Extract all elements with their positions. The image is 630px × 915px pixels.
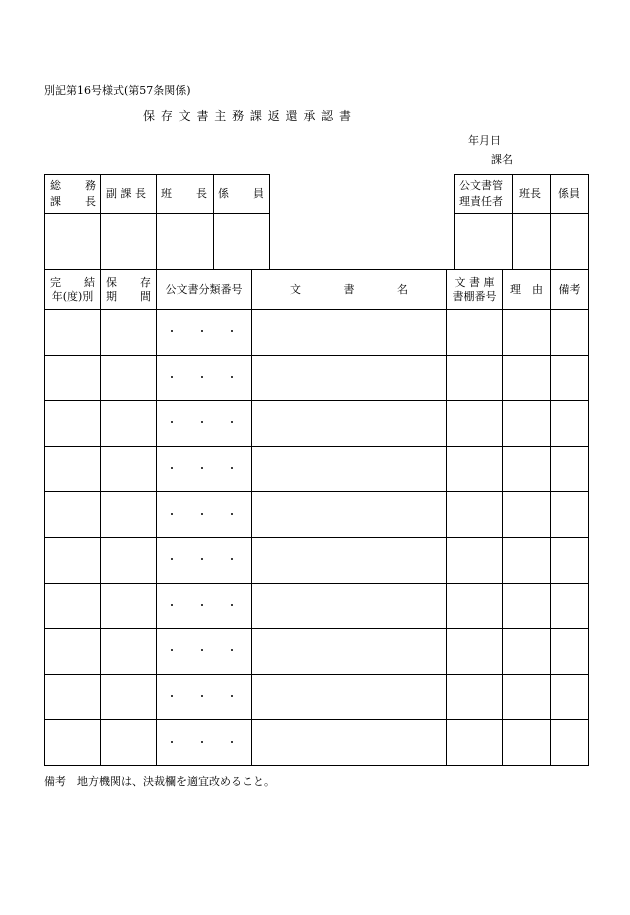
divider [100,174,101,270]
classification-number-cell[interactable]: ・ ・ ・ [157,674,252,720]
divider [454,213,589,214]
table-row [45,355,589,401]
divider [550,174,551,270]
classification-number-cell[interactable]: ・ ・ ・ [157,492,252,538]
approval-team-leader-right-label: 班長 [519,187,541,200]
label: 存 [140,275,151,289]
table-cell[interactable] [447,674,503,720]
table-row [45,720,589,766]
table-cell[interactable] [101,492,157,538]
table-cell[interactable] [503,310,551,356]
table-cell[interactable] [503,446,551,492]
label: 完 [50,275,61,289]
header-reason: 理 由 [503,270,551,310]
table-row [45,310,589,356]
table-cell[interactable] [45,720,101,766]
table-cell[interactable] [447,720,503,766]
header-retention-period [101,270,157,310]
divider [213,174,214,270]
table-cell[interactable] [503,720,551,766]
table-row [45,583,589,629]
table-cell[interactable] [447,401,503,447]
classification-number-cell[interactable]: ・ ・ ・ [157,720,252,766]
table-cell[interactable] [551,537,589,583]
classification-number-cell[interactable]: ・ ・ ・ [157,401,252,447]
label: 年(度)別 [51,289,94,303]
divider [156,174,157,270]
label: 長 [196,187,207,200]
header-remarks: 備考 [551,270,589,310]
table-cell[interactable] [503,629,551,675]
label: 長 [85,195,96,208]
table-cell[interactable] [252,310,447,356]
table-cell[interactable] [551,401,589,447]
table-cell[interactable] [252,537,447,583]
table-cell[interactable] [252,583,447,629]
table-cell[interactable] [447,446,503,492]
table-cell[interactable] [101,446,157,492]
table-cell[interactable] [447,537,503,583]
table-cell[interactable] [551,446,589,492]
table-cell[interactable] [447,355,503,401]
classification-number-cell[interactable]: ・ ・ ・ [157,537,252,583]
label: 員 [253,187,264,200]
label: 保 [106,275,117,289]
date-label: 年月日 [468,134,501,147]
approval-deputy-chief-label: 副 課 長 [106,187,146,200]
table-header-row [45,270,589,310]
document-list-table [44,269,589,766]
label: 課 [50,195,61,208]
table-body [45,310,589,766]
table-cell[interactable] [45,355,101,401]
label: 期 [106,289,117,303]
approval-staff-right-label: 係員 [558,187,580,200]
table-row [45,446,589,492]
divider [44,213,270,214]
header-document-name [252,270,447,310]
table-cell[interactable] [101,674,157,720]
table-cell[interactable] [45,583,101,629]
document-title: 保 存 文 書 主 務 課 返 還 承 認 書 [143,109,352,123]
classification-number-cell[interactable]: ・ ・ ・ [157,310,252,356]
approval-block-left [44,174,270,270]
table-cell[interactable] [503,674,551,720]
approval-general-affairs-line2 [50,195,96,209]
table-cell[interactable] [101,629,157,675]
table-cell[interactable] [45,537,101,583]
table-cell[interactable] [551,355,589,401]
table-cell[interactable] [551,674,589,720]
label: 名 [397,282,408,296]
table-cell[interactable] [551,583,589,629]
table-cell[interactable] [503,355,551,401]
table-cell[interactable] [45,401,101,447]
table-cell[interactable] [252,355,447,401]
label: 書棚番号 [452,289,497,303]
table-cell[interactable] [503,492,551,538]
table-cell[interactable] [101,310,157,356]
department-label: 課名 [491,153,513,166]
approval-team-leader-label [161,187,207,201]
table-cell[interactable] [447,310,503,356]
label: 書 [343,282,355,296]
table-row [45,492,589,538]
approval-general-affairs-line1 [50,179,96,193]
table-cell[interactable] [45,674,101,720]
table-cell[interactable] [503,583,551,629]
label: 係 [218,187,229,200]
header-shelf-number [447,270,503,310]
label: 総 [50,179,61,192]
label: 務 [85,179,96,192]
table-cell[interactable] [503,401,551,447]
header-completion-year [45,270,101,310]
table-cell[interactable] [101,401,157,447]
table-cell[interactable] [447,492,503,538]
label: 班 [161,187,172,200]
label: 文 [290,282,301,296]
label: 結 [84,275,95,289]
table-cell[interactable] [45,310,101,356]
footer-note: 備考 地方機関は、決裁欄を適宜改めること。 [44,775,275,788]
header-classification-number: 公文書分類番号 [157,270,252,310]
table-cell[interactable] [252,720,447,766]
table-row [45,537,589,583]
table-row [45,401,589,447]
table-row [45,674,589,720]
table-cell[interactable] [101,583,157,629]
table-cell[interactable] [447,629,503,675]
label: 文 書 庫 [454,275,495,289]
table-cell[interactable] [503,537,551,583]
table-cell[interactable] [551,720,589,766]
table-cell[interactable] [252,629,447,675]
classification-number-cell[interactable]: ・ ・ ・ [157,355,252,401]
divider [512,174,513,270]
table-cell[interactable] [551,492,589,538]
table-cell[interactable] [45,446,101,492]
table-cell[interactable] [101,720,157,766]
table-row [45,629,589,675]
table-cell[interactable] [252,401,447,447]
classification-number-cell[interactable]: ・ ・ ・ [157,446,252,492]
table-cell[interactable] [551,629,589,675]
approval-block-right [454,174,589,270]
approval-records-manager-line2: 理責任者 [459,195,503,208]
table-cell[interactable] [101,537,157,583]
label: 間 [140,289,151,303]
form-reference: 別記第16号様式(第57条関係) [44,84,191,97]
table-cell[interactable] [101,355,157,401]
table-cell[interactable] [252,674,447,720]
approval-records-manager-line1: 公文書管 [459,179,503,192]
table-cell[interactable] [551,310,589,356]
classification-number-cell[interactable]: ・ ・ ・ [157,629,252,675]
table-cell[interactable] [447,583,503,629]
table-cell[interactable] [45,492,101,538]
table-cell[interactable] [252,492,447,538]
classification-number-cell[interactable]: ・ ・ ・ [157,583,252,629]
approval-staff-label [218,187,264,201]
table-cell[interactable] [45,629,101,675]
table-cell[interactable] [252,446,447,492]
